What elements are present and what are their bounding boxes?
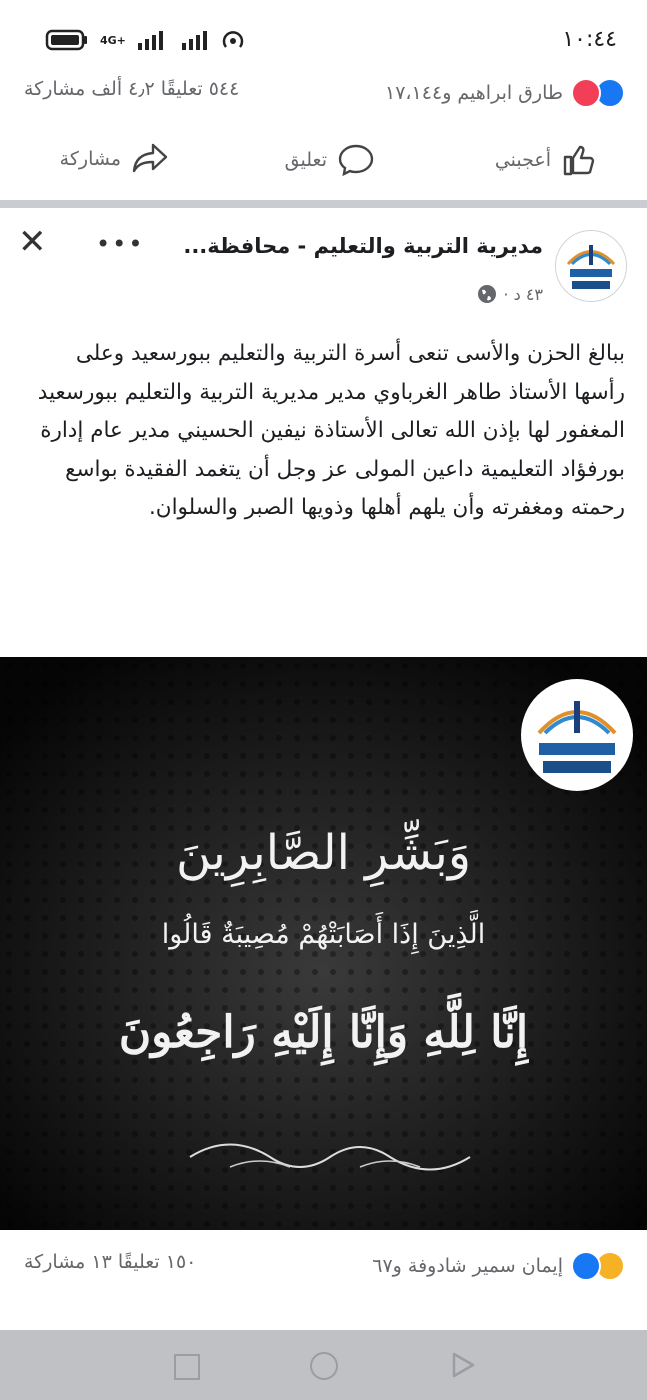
back-button[interactable] [450,1351,476,1379]
like-label: أعجبني [494,149,551,171]
like-reaction-icon-2 [571,1251,601,1281]
post-meta [477,284,543,304]
status-bar [0,0,647,72]
battery-icon [44,28,90,52]
thumbs-up-icon [561,142,597,178]
comment-button[interactable] [285,142,375,178]
post1-reactors[interactable] [385,78,625,108]
time-ago[interactable]: ٤٣ د · [503,284,543,304]
comment-icon [337,142,375,178]
share-button[interactable] [60,142,169,176]
love-reaction-icon [571,78,601,108]
recent-apps-button[interactable] [174,1354,200,1380]
status-icons [44,28,246,52]
feed-separator [0,200,647,208]
post2-reactors-text: إيمان سمير شادوفة و٦٧ [372,1255,563,1277]
verse-line-1: وَبَشِّرِ الصَّابِرِينَ [175,825,472,881]
verse-line-3: إِنَّا لِلَّهِ وَإِنَّا إِلَيْهِ رَاجِعُونَ [118,1007,529,1058]
condolence-image[interactable] [0,657,647,1230]
comment-label: تعليق [284,149,327,171]
post1-action-bar [0,130,647,190]
post2-reactors[interactable] [372,1251,625,1281]
post1-reactors-text: طارق ابراهيم و١٧،١٤٤ [385,82,563,104]
post-text: ببالغ الحزن والأسى تنعى أسرة التربية والتعليم ببورسعيد وعلى رأسها الأستاذ طاهر الغرباوي مدير مديرية التربية والتعليم ببورسعيد المغفور لها بإذن الله تعالى الأستاذة نيفين الحسيني مدير عام إدارة بورفؤاد التعليمية داعين المولى عز وجل أن يتغمد الفقيدة بواسع رحمته ومغفرته وأن يلهم أهلها وذويها الصبر والسلوان. [37,341,625,520]
post1-reactions-row [0,72,647,112]
globe-icon [477,284,497,304]
home-button[interactable] [310,1352,338,1380]
verse-line-2: الَّذِينَ إِذَا أَصَابَتْهُمْ مُصِيبَةٌ قَالُوا [161,919,486,950]
system-nav-bar [0,1330,647,1400]
more-options-icon[interactable]: ••• [96,230,145,258]
post2-counts[interactable]: ١٥٠ تعليقًا ١٣ مشاركة [24,1251,197,1273]
page-name[interactable]: مديرية التربية والتعليم - محافظة... [183,234,543,258]
clock: ١٠:٤٤ [562,27,617,52]
close-icon[interactable]: ✕ [18,222,47,262]
banner-logo-icon [521,679,633,791]
page-avatar[interactable] [555,230,627,302]
share-icon [131,142,169,176]
wifi-hotspot-icon [220,28,246,52]
share-label: مشاركة [59,148,121,170]
signal-icon [136,29,170,51]
post1-counts[interactable]: ٥٤٤ تعليقًا ٤٫٢ ألف مشاركة [24,78,240,100]
directorate-logo-icon [556,231,626,301]
post2-reactions-row [0,1245,647,1285]
signal-icon-2 [180,29,210,51]
like-button[interactable] [495,142,597,178]
banner-logo [521,679,633,791]
network-label: 4G+ [100,33,126,47]
